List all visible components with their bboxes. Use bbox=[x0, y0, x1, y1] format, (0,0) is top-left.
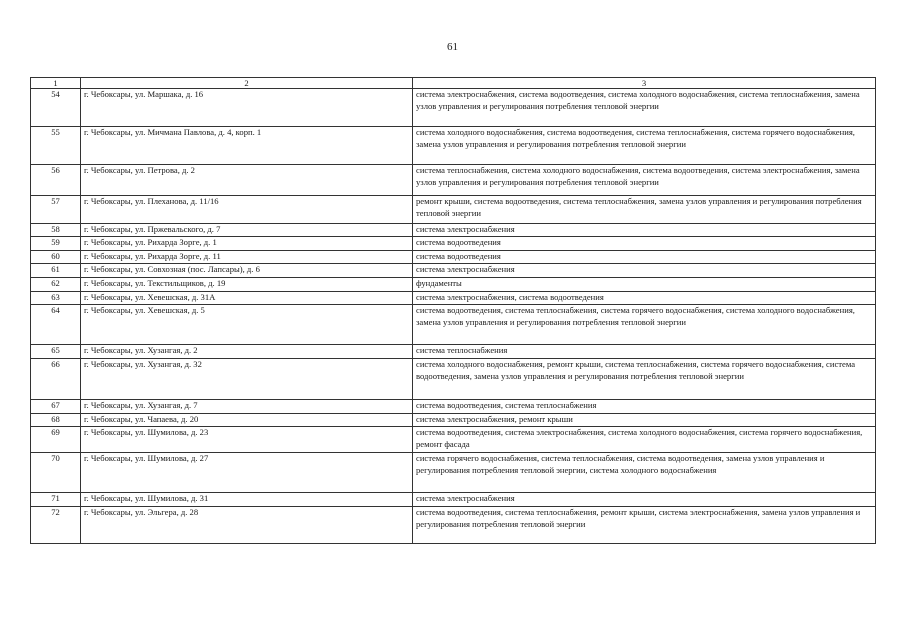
works-cell: система водоотведения bbox=[413, 251, 876, 264]
row-number-cell: 59 bbox=[31, 237, 81, 251]
address-cell: г. Чебоксары, ул. Хузангая, д. 2 bbox=[81, 345, 413, 359]
address-cell: г. Чебоксары, ул. Хузангая, д. 32 bbox=[81, 359, 413, 400]
table-row bbox=[31, 224, 876, 237]
table-body bbox=[31, 78, 876, 544]
address-cell: г. Чебоксары, ул. Эльгера, д. 28 bbox=[81, 507, 413, 544]
table-row bbox=[31, 165, 876, 196]
table-row bbox=[31, 196, 876, 224]
works-cell: система холодного водоснабжения, ремонт крыши, система теплоснабжения, система горячего водоснабжения, система водоотведения, замена узлов управления и регулирования потребления тепловой энергии bbox=[413, 359, 876, 400]
table-row bbox=[31, 251, 876, 264]
row-number-cell: 58 bbox=[31, 224, 81, 237]
address-cell: г. Чебоксары, ул. Пржевальского, д. 7 bbox=[81, 224, 413, 237]
table-row bbox=[31, 264, 876, 278]
works-cell: система электроснабжения bbox=[413, 493, 876, 507]
address-cell: г. Чебоксары, ул. Шумилова, д. 31 bbox=[81, 493, 413, 507]
row-number-cell: 69 bbox=[31, 427, 81, 453]
works-cell: система водоотведения, система теплоснабжения, система горячего водоснабжения, система холодного водоснабжения, замена узлов управления и регулирования потребления тепловой энергии bbox=[413, 305, 876, 345]
works-cell: система водоотведения, система электроснабжения, система холодного водоснабжения, система горячего водоснабжения, ремонт фасада bbox=[413, 427, 876, 453]
row-number-cell: 55 bbox=[31, 127, 81, 165]
row-number-cell: 60 bbox=[31, 251, 81, 264]
table-row bbox=[31, 400, 876, 414]
works-cell: система водоотведения, система теплоснабжения, ремонт крыши, система электроснабжения, замена узлов управления и регулирования потребления тепловой энергии bbox=[413, 507, 876, 544]
works-table bbox=[30, 77, 876, 544]
works-cell: фундаменты bbox=[413, 278, 876, 292]
address-cell: г. Чебоксары, ул. Шумилова, д. 27 bbox=[81, 453, 413, 493]
header-cell-address: 2 bbox=[81, 78, 413, 89]
row-number-cell: 72 bbox=[31, 507, 81, 544]
works-cell: система электроснабжения bbox=[413, 224, 876, 237]
table-row bbox=[31, 305, 876, 345]
table-row bbox=[31, 278, 876, 292]
table-row bbox=[31, 414, 876, 427]
table-row bbox=[31, 359, 876, 400]
works-cell: система электроснабжения, система водоотведения, система холодного водоснабжения, система теплоснабжения, замена узлов управления и регулирования потребления тепловой энергии bbox=[413, 89, 876, 127]
works-cell: система электроснабжения, ремонт крыши bbox=[413, 414, 876, 427]
table-row bbox=[31, 427, 876, 453]
table-row bbox=[31, 453, 876, 493]
address-cell: г. Чебоксары, ул. Рихарда Зорге, д. 1 bbox=[81, 237, 413, 251]
address-cell: г. Чебоксары, ул. Плеханова, д. 11/16 bbox=[81, 196, 413, 224]
works-cell: система горячего водоснабжения, система теплоснабжения, система водоотведения, замена узлов управления и регулирования потребления тепловой энергии, система холодного водоснабжения bbox=[413, 453, 876, 493]
table-row bbox=[31, 237, 876, 251]
address-cell: г. Чебоксары, ул. Совхозная (пос. Лапсары), д. 6 bbox=[81, 264, 413, 278]
row-number-cell: 63 bbox=[31, 292, 81, 305]
page-number: 61 bbox=[447, 41, 458, 53]
row-number-cell: 68 bbox=[31, 414, 81, 427]
works-cell: система водоотведения, система теплоснабжения bbox=[413, 400, 876, 414]
header-cell-number: 1 bbox=[31, 78, 81, 89]
row-number-cell: 56 bbox=[31, 165, 81, 196]
address-cell: г. Чебоксары, ул. Текстильщиков, д. 19 bbox=[81, 278, 413, 292]
row-number-cell: 65 bbox=[31, 345, 81, 359]
table-row bbox=[31, 493, 876, 507]
table-header-row bbox=[31, 78, 876, 89]
header-cell-works: 3 bbox=[413, 78, 876, 89]
address-cell: г. Чебоксары, ул. Хевешская, д. 31А bbox=[81, 292, 413, 305]
row-number-cell: 61 bbox=[31, 264, 81, 278]
table-row bbox=[31, 292, 876, 305]
row-number-cell: 70 bbox=[31, 453, 81, 493]
works-cell: ремонт крыши, система водоотведения, система теплоснабжения, замена узлов управления и регулирования потребления тепловой энергии bbox=[413, 196, 876, 224]
works-cell: система электроснабжения bbox=[413, 264, 876, 278]
table-row bbox=[31, 127, 876, 165]
row-number-cell: 57 bbox=[31, 196, 81, 224]
works-cell: система электроснабжения, система водоотведения bbox=[413, 292, 876, 305]
address-cell: г. Чебоксары, ул. Мичмана Павлова, д. 4, корп. 1 bbox=[81, 127, 413, 165]
works-cell: система холодного водоснабжения, система водоотведения, система теплоснабжения, система горячего водоснабжения, замена узлов управления и регулирования потребления тепловой энергии bbox=[413, 127, 876, 165]
row-number-cell: 62 bbox=[31, 278, 81, 292]
works-cell: система теплоснабжения bbox=[413, 345, 876, 359]
table-row bbox=[31, 345, 876, 359]
row-number-cell: 64 bbox=[31, 305, 81, 345]
address-cell: г. Чебоксары, ул. Петрова, д. 2 bbox=[81, 165, 413, 196]
row-number-cell: 54 bbox=[31, 89, 81, 127]
row-number-cell: 67 bbox=[31, 400, 81, 414]
address-cell: г. Чебоксары, ул. Хевешская, д. 5 bbox=[81, 305, 413, 345]
address-cell: г. Чебоксары, ул. Хузангая, д. 7 bbox=[81, 400, 413, 414]
address-cell: г. Чебоксары, ул. Шумилова, д. 23 bbox=[81, 427, 413, 453]
address-cell: г. Чебоксары, ул. Маршака, д. 16 bbox=[81, 89, 413, 127]
address-cell: г. Чебоксары, ул. Рихарда Зорге, д. 11 bbox=[81, 251, 413, 264]
works-cell: система водоотведения bbox=[413, 237, 876, 251]
row-number-cell: 66 bbox=[31, 359, 81, 400]
works-cell: система теплоснабжения, система холодного водоснабжения, система водоотведения, система электроснабжения, замена узлов управления и регулирования потребления тепловой энергии bbox=[413, 165, 876, 196]
table-row bbox=[31, 507, 876, 544]
address-cell: г. Чебоксары, ул. Чапаева, д. 20 bbox=[81, 414, 413, 427]
table-row bbox=[31, 89, 876, 127]
row-number-cell: 71 bbox=[31, 493, 81, 507]
